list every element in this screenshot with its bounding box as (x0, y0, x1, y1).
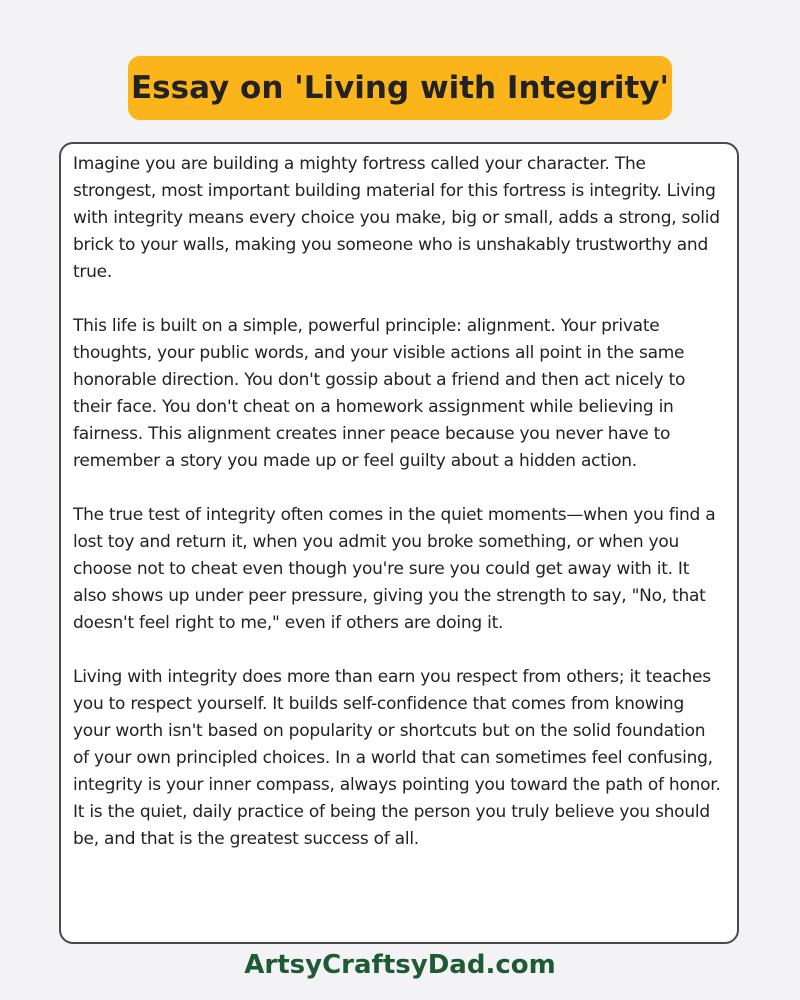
title-banner (128, 56, 672, 120)
essay-paragraph-3: The true test of integrity often comes in the quiet moments—when you find a lost toy and return it, when you admit you broke something, or when you choose not to cheat even though you're sure you could get away with it. It also shows up under peer pressure, giving you the strength to say, "No, that doesn't feel right to me," even if others are doing it. (73, 505, 716, 633)
essay-paragraph-1: Imagine you are building a mighty fortress called your character. The strongest, most important building material for this fortress is integrity. Living with integrity means every choice you make, big or small, adds a strong, solid brick to your walls, making you someone who is unshakably trustworthy and true. (73, 154, 720, 282)
site-watermark: ArtsyCraftsyDad.com (244, 950, 556, 980)
essay-body (59, 142, 739, 944)
essay-paragraph-2: This life is built on a simple, powerful principle: alignment. Your private thoughts, your public words, and your visible actions all point in the same honorable direction. You don't gossip about a friend and then act nicely to their face. You don't cheat on a homework assignment while believing in fairness. This alignment creates inner peace because you never have to remember a story you made up or feel guilty about a hidden action. (73, 316, 686, 471)
page-title: Essay on 'Living with Integrity' (131, 70, 669, 106)
essay-paragraph-4: Living with integrity does more than earn you respect from others; it teaches you to respect yourself. It builds self-confidence that comes from knowing your worth isn't based on popularity or shortcuts but on the solid foundation of your own principled choices. In a world that can sometimes feel confusing, integrity is your inner compass, always pointing you toward the path of honor. It is the quiet, daily practice of being the person you truly believe you should be, and that is the greatest success of all. (73, 667, 721, 849)
